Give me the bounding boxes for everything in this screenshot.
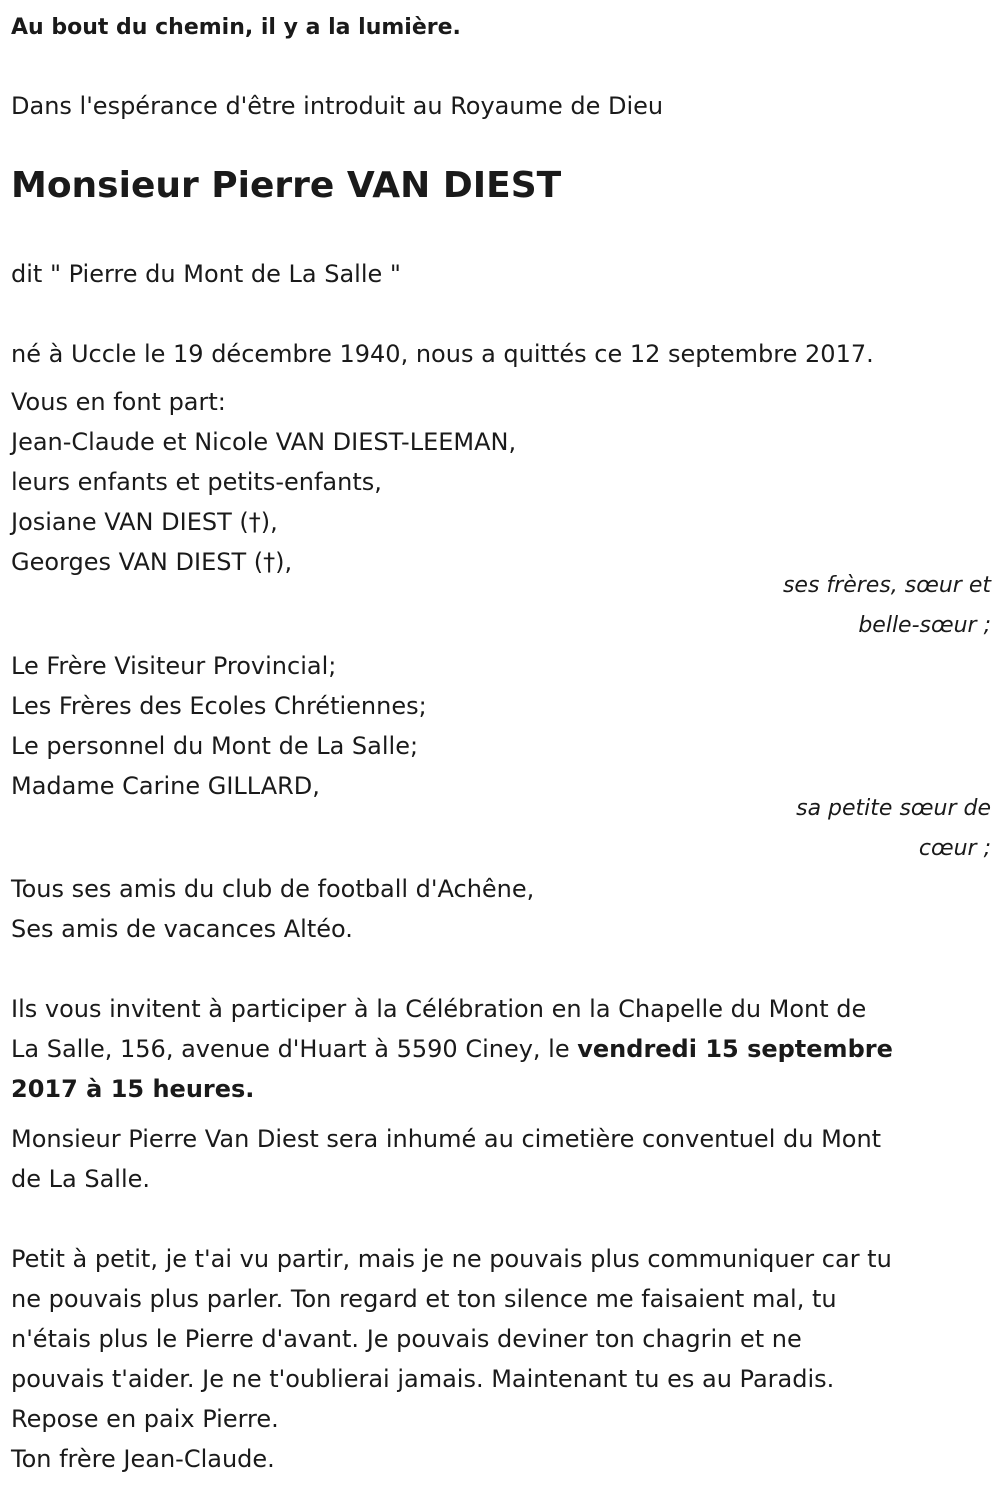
family-line: Jean-Claude et Nicole VAN DIEST-LEEMAN, [11,428,517,456]
message-line: pouvais t'aider. Je ne t'oublierai jamais. Maintenant tu es au Paradis. [11,1365,835,1393]
burial-line: de La Salle. [11,1165,151,1193]
ceremony-line: Ils vous invitent à participer à la Célébration en la Chapelle du Mont de [11,995,867,1023]
ceremony-location: La Salle, 156, avenue d'Huart à 5590 Ciney, le [11,1035,578,1063]
community-line: Le Frère Visiteur Provincial; [11,652,337,680]
message-line: n'étais plus le Pierre d'avant. Je pouvais deviner ton chagrin et ne [11,1325,802,1353]
friends-line: Ses amis de vacances Altéo. [11,915,353,943]
community-relation: cœur ; [918,836,991,861]
community-relation: sa petite sœur de [796,796,991,821]
message-line: ne pouvais plus parler. Ton regard et ton silence me faisaient mal, tu [11,1285,837,1313]
family-line: Georges VAN DIEST (†), [11,548,293,576]
message-line: Petit à petit, je t'ai vu partir, mais je ne pouvais plus communiquer car tu [11,1245,892,1273]
community-line: Le personnel du Mont de La Salle; [11,732,419,760]
burial-line: Monsieur Pierre Van Diest sera inhumé au cimetière conventuel du Mont [11,1125,882,1153]
family-relation: ses frères, sœur et [782,573,991,598]
nickname: dit " Pierre du Mont de La Salle " [11,260,401,288]
community-line: Les Frères des Ecoles Chrétiennes; [11,692,427,720]
family-line: leurs enfants et petits-enfants, [11,468,382,496]
ceremony-line [11,1029,893,1069]
family-relation: belle-sœur ; [858,613,991,638]
ceremony-time: 2017 à 15 heures. [11,1075,255,1103]
hope-line: Dans l'espérance d'être introduit au Royaume de Dieu [11,92,664,120]
family-intro: Vous en font part: [11,388,226,416]
message-signature: Ton frère Jean-Claude. [11,1445,275,1473]
family-line: Josiane VAN DIEST (†), [11,508,278,536]
ceremony-date: vendredi 15 septembre [577,1035,893,1063]
deceased-name: Monsieur Pierre VAN DIEST [11,165,562,206]
motto: Au bout du chemin, il y a la lumière. [11,15,461,40]
friends-line: Tous ses amis du club de football d'Achêne, [11,875,535,903]
community-line: Madame Carine GILLARD, [11,772,320,800]
birth-death-line: né à Uccle le 19 décembre 1940, nous a quittés ce 12 septembre 2017. [11,340,874,368]
message-line: Repose en paix Pierre. [11,1405,279,1433]
